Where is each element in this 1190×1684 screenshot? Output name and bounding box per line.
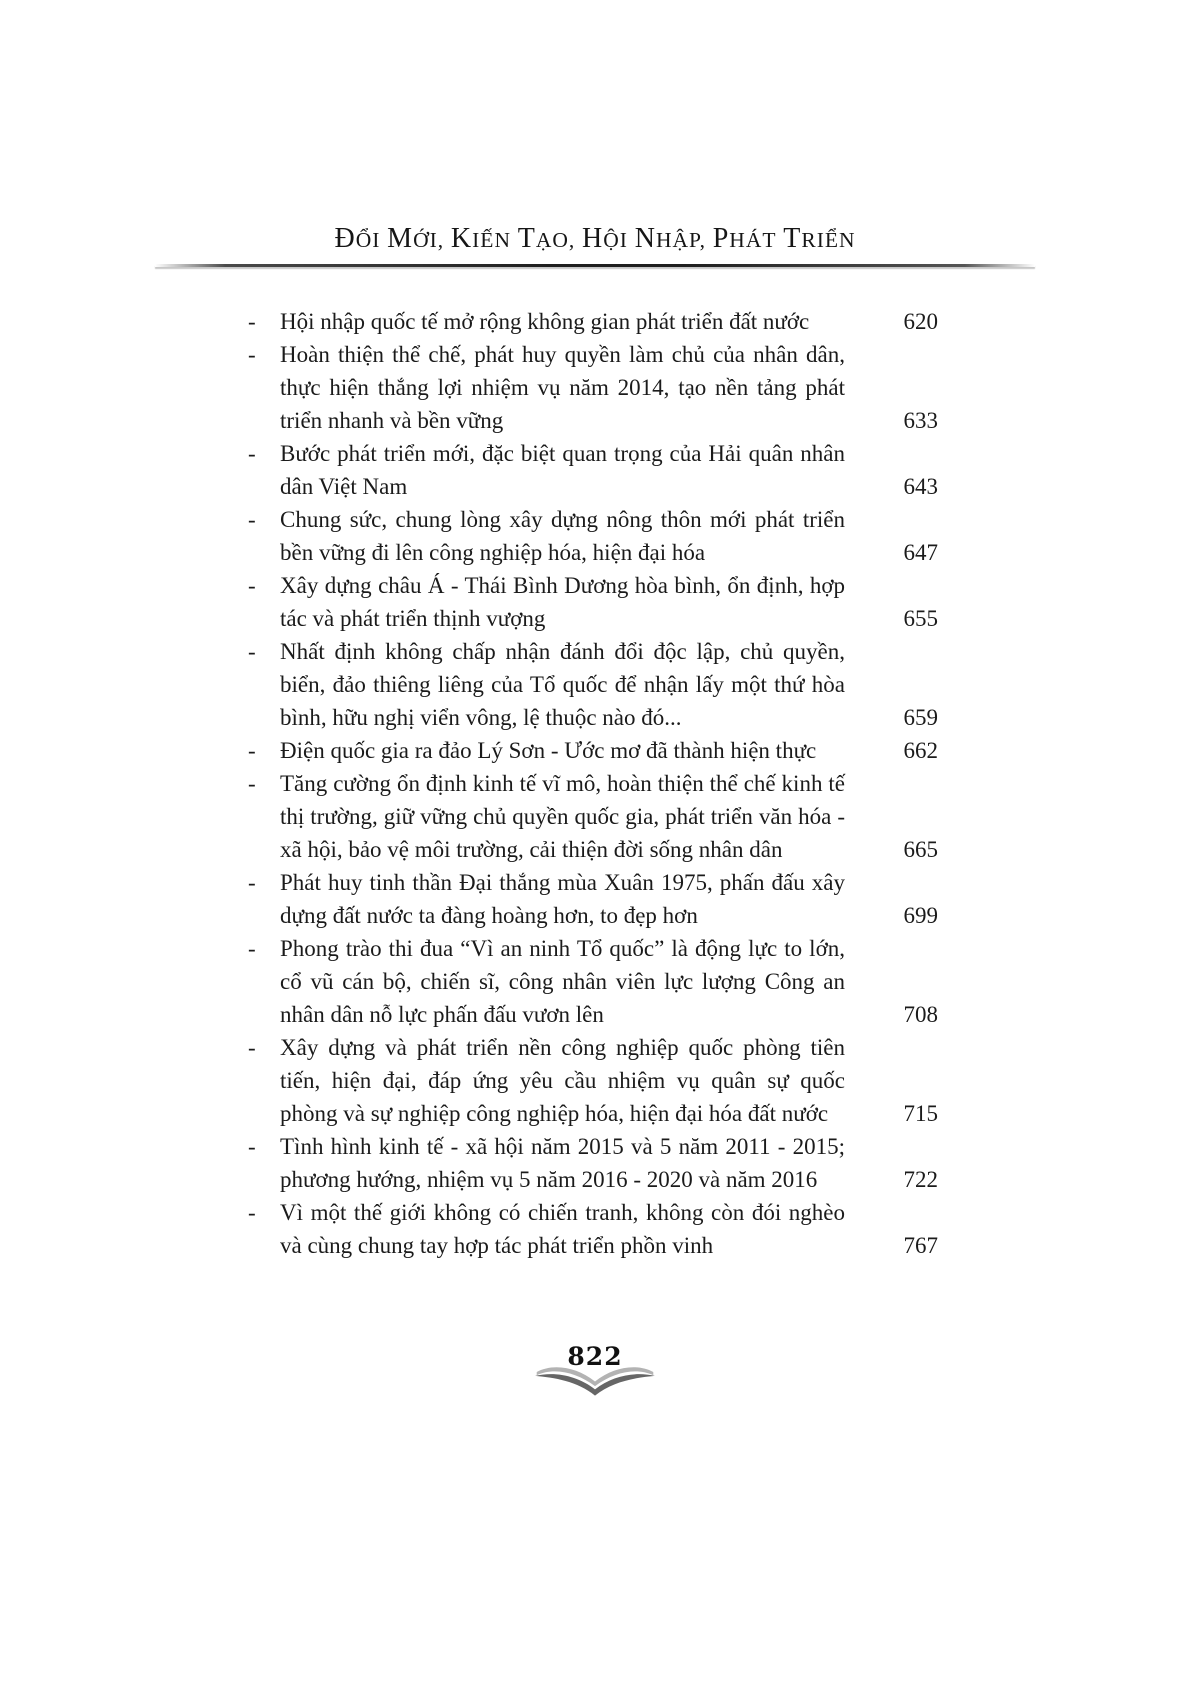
toc-entry	[236, 866, 938, 932]
entry-title: Vì một thế giới không có chiến tranh, không còn đói nghèo và cùng chung tay hợp tác phát triển phồn vinh	[280, 1200, 845, 1258]
entry-title: Hội nhập quốc tế mở rộng không gian phát triển đất nước	[280, 309, 810, 334]
entry-dash: -	[248, 738, 256, 763]
entry-title: Tăng cường ổn định kinh tế vĩ mô, hoàn thiện thể chế kinh tế thị trường, giữ vững chủ quyền quốc gia, phát triển văn hóa - xã hội, bảo vệ môi trường, cải thiện đời sống nhân dân	[280, 771, 845, 862]
entry-dash: -	[248, 870, 256, 895]
page-number: 822	[567, 1342, 623, 1371]
entry-dash: -	[248, 1200, 256, 1225]
entry-dash: -	[248, 441, 256, 466]
entry-page-number: 665	[903, 837, 938, 862]
entry-page-number: 715	[903, 1101, 938, 1126]
entry-dash: -	[248, 342, 256, 367]
toc-entry	[236, 503, 938, 569]
table-of-contents	[236, 305, 938, 1262]
toc-entry	[236, 734, 938, 767]
entry-title: Điện quốc gia ra đảo Lý Sơn - Ước mơ đã thành hiện thực	[280, 738, 817, 763]
toc-entry	[236, 338, 938, 437]
toc-entry	[236, 932, 938, 1031]
entry-dash: -	[248, 1035, 256, 1060]
entry-dash: -	[248, 309, 256, 334]
entry-title: Bước phát triển mới, đặc biệt quan trọng của Hải quân nhân dân Việt Nam	[280, 441, 845, 499]
entry-title: Nhất định không chấp nhận đánh đổi độc lập, chủ quyền, biển, đảo thiêng liêng của Tổ quốc để nhận lấy một thứ hòa bình, hữu nghị viển vông, lệ thuộc nào đó...	[280, 639, 845, 730]
entry-dash: -	[248, 771, 256, 796]
entry-title: Xây dựng châu Á - Thái Bình Dương hòa bình, ổn định, hợp tác và phát triển thịnh vượng	[280, 573, 845, 631]
header-rule	[155, 264, 1035, 267]
page-footer	[0, 1344, 1190, 1398]
toc-entry	[236, 569, 938, 635]
entry-dash: -	[248, 639, 256, 664]
entry-title: Chung sức, chung lòng xây dựng nông thôn mới phát triển bền vững đi lên công nghiệp hóa, hiện đại hóa	[280, 507, 845, 565]
entry-dash: -	[248, 936, 256, 961]
toc-entry	[236, 305, 938, 338]
entry-title: Tình hình kinh tế - xã hội năm 2015 và 5 năm 2011 - 2015; phương hướng, nhiệm vụ 5 năm 2016 - 2020 và năm 2016	[280, 1134, 845, 1192]
toc-entry	[236, 1196, 938, 1262]
entry-page-number: 655	[903, 606, 938, 631]
entry-page-number: 662	[903, 738, 938, 763]
entry-dash: -	[248, 507, 256, 532]
toc-entry	[236, 767, 938, 866]
entry-page-number: 722	[903, 1167, 938, 1192]
entry-page-number: 647	[903, 540, 938, 565]
entry-title: Phát huy tinh thần Đại thắng mùa Xuân 1975, phấn đấu xây dựng đất nước ta đàng hoàng hơn, to đẹp hơn	[280, 870, 845, 928]
toc-entry	[236, 1130, 938, 1196]
entry-page-number: 699	[903, 903, 938, 928]
entry-dash: -	[248, 573, 256, 598]
entry-title: Xây dựng và phát triển nền công nghiệp quốc phòng tiên tiến, hiện đại, đáp ứng yêu cầu nhiệm vụ quân sự quốc phòng và sự nghiệp công nghiệp hóa, hiện đại hóa đất nước	[280, 1035, 845, 1126]
entry-page-number: 767	[903, 1233, 938, 1258]
entry-title: Phong trào thi đua “Vì an ninh Tổ quốc” là động lực to lớn, cổ vũ cán bộ, chiến sĩ, công nhân viên lực lượng Công an nhân dân nỗ lực phấn đấu vươn lên	[280, 936, 845, 1027]
entry-page-number: 643	[903, 474, 938, 499]
entry-title: Hoàn thiện thể chế, phát huy quyền làm chủ của nhân dân, thực hiện thắng lợi nhiệm vụ năm 2014, tạo nền tảng phát triển nhanh và bền vững	[280, 342, 845, 433]
entry-page-number: 633	[903, 408, 938, 433]
entry-page-number: 620	[903, 309, 938, 334]
toc-entry	[236, 1031, 938, 1130]
entry-dash: -	[248, 1134, 256, 1159]
entry-page-number: 659	[903, 705, 938, 730]
page-title: ĐỔI MỚI, KIẾN TẠO, HỘI NHẬP, PHÁT TRIỂN	[334, 223, 856, 254]
page-header	[0, 0, 1190, 267]
toc-entry	[236, 635, 938, 734]
entry-page-number: 708	[903, 1002, 938, 1027]
toc-entry	[236, 437, 938, 503]
